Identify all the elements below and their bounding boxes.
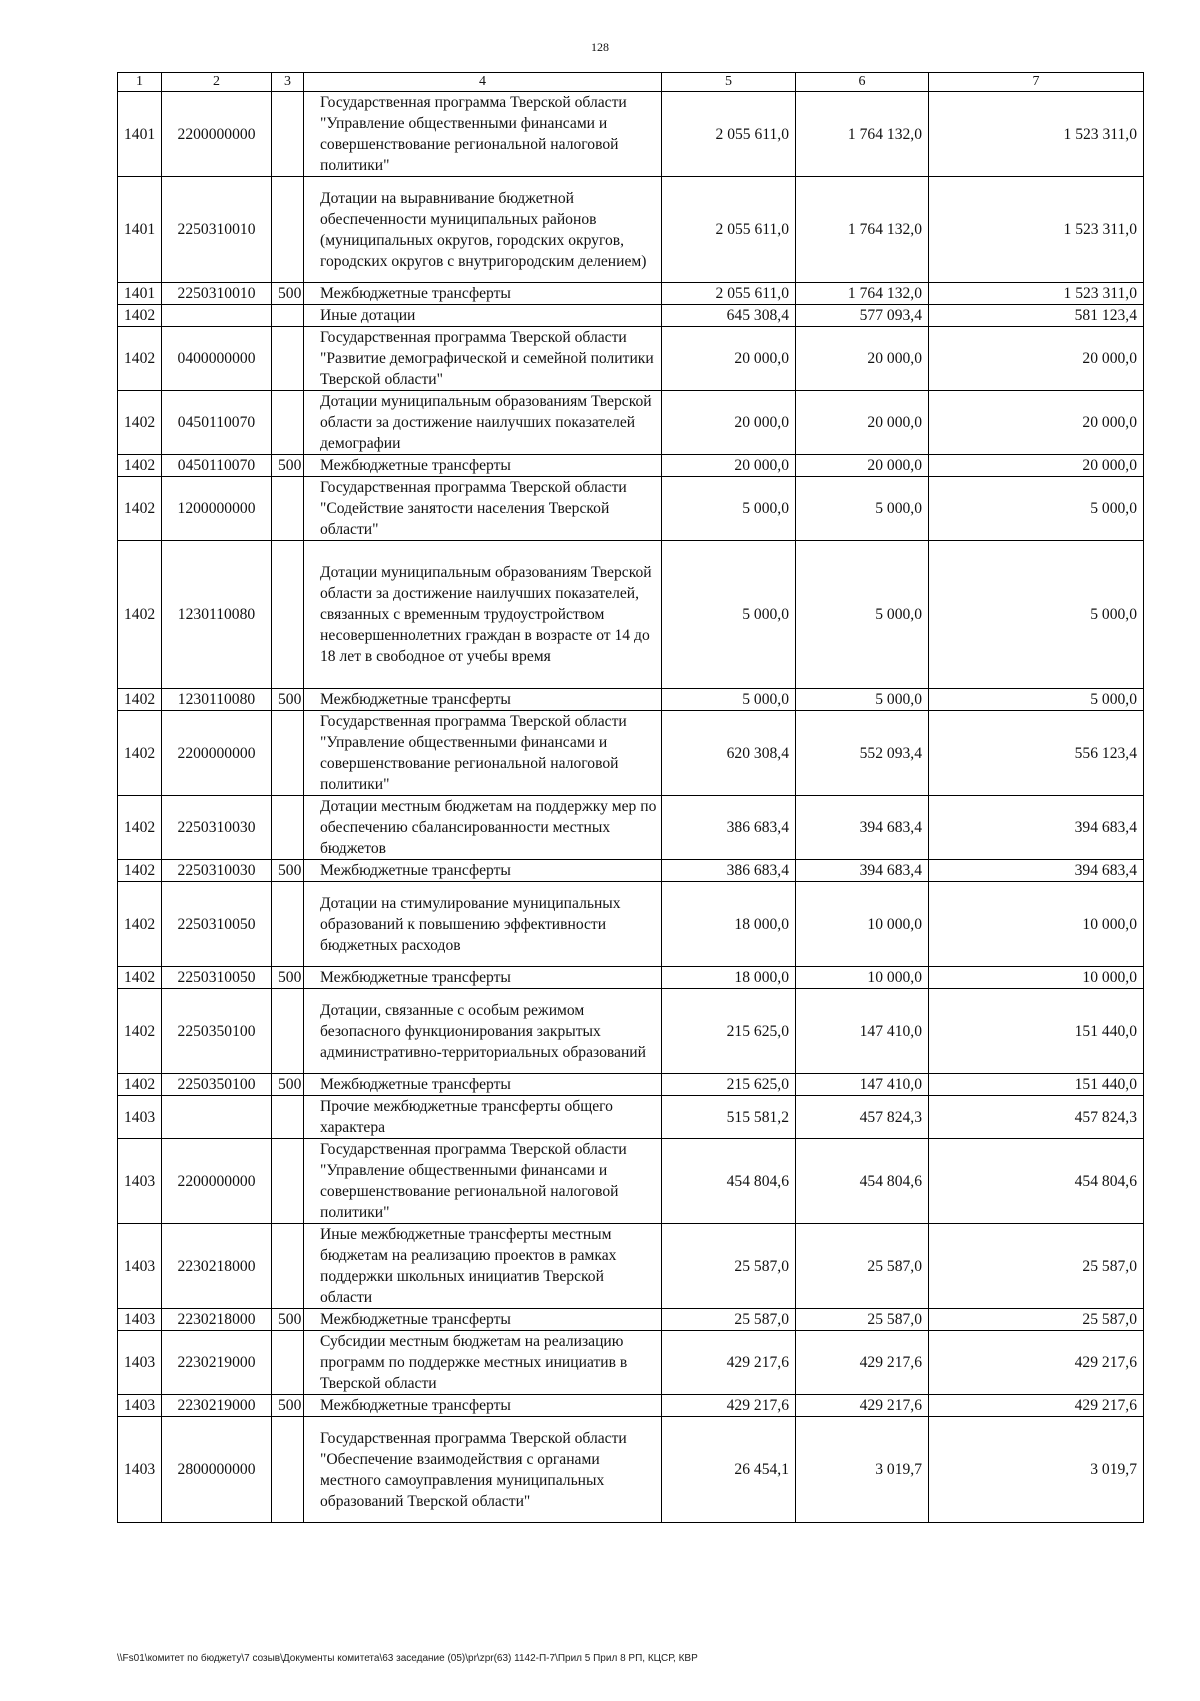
amount-year2-cell: 147 410,0: [796, 989, 929, 1074]
table-row: [118, 455, 1144, 477]
amount-year3-cell: 457 824,3: [929, 1096, 1144, 1139]
section-code-cell: 1402: [118, 989, 162, 1074]
item-name-cell: Межбюджетные трансферты: [304, 1074, 662, 1096]
item-name-cell: Межбюджетные трансферты: [304, 689, 662, 711]
amount-year2-cell: 1 764 132,0: [796, 177, 929, 283]
table-row: [118, 177, 1144, 283]
target-article-cell: 1200000000: [162, 477, 272, 541]
amount-year2-cell: 147 410,0: [796, 1074, 929, 1096]
amount-year1-cell: 2 055 611,0: [662, 283, 796, 305]
item-name-cell: Государственная программа Тверской области "Управление общественными финансами и совершенствование региональной налоговой политики": [304, 1139, 662, 1224]
amount-year2-cell: 454 804,6: [796, 1139, 929, 1224]
amount-year1-cell: 20 000,0: [662, 455, 796, 477]
amount-year2-cell: 429 217,6: [796, 1331, 929, 1395]
amount-year2-cell: 20 000,0: [796, 327, 929, 391]
item-name-cell: Дотации муниципальным образованиям Тверской области за достижение наилучших показателей демографии: [304, 391, 662, 455]
section-code-cell: 1402: [118, 860, 162, 882]
section-code-cell: 1402: [118, 541, 162, 689]
amount-year3-cell: 1 523 311,0: [929, 177, 1144, 283]
amount-year2-cell: 20 000,0: [796, 455, 929, 477]
column-header: 7: [929, 73, 1144, 92]
column-header: 6: [796, 73, 929, 92]
item-name-cell: Межбюджетные трансферты: [304, 455, 662, 477]
amount-year3-cell: 454 804,6: [929, 1139, 1144, 1224]
target-article-cell: 1230110080: [162, 689, 272, 711]
table-row: [118, 1139, 1144, 1224]
target-article-cell: 2250350100: [162, 989, 272, 1074]
amount-year1-cell: 2 055 611,0: [662, 92, 796, 177]
section-code-cell: 1401: [118, 283, 162, 305]
target-article-cell: 2250310030: [162, 796, 272, 860]
amount-year1-cell: 26 454,1: [662, 1417, 796, 1523]
target-article-cell: 2250310030: [162, 860, 272, 882]
expense-type-cell: [272, 305, 304, 327]
amount-year3-cell: 5 000,0: [929, 477, 1144, 541]
amount-year3-cell: 581 123,4: [929, 305, 1144, 327]
section-code-cell: 1403: [118, 1309, 162, 1331]
expense-type-cell: [272, 327, 304, 391]
section-code-cell: 1403: [118, 1331, 162, 1395]
footer-file-path: \\Fs01\комитет по бюджету\7 созыв\Документы комитета\63 заседание (05)\pr\zpr(63) 1142-П-7\Прил 5 Прил 8 РП, КЦСР, КВР: [117, 1653, 698, 1664]
section-code-cell: 1403: [118, 1139, 162, 1224]
amount-year1-cell: 20 000,0: [662, 327, 796, 391]
amount-year3-cell: 151 440,0: [929, 1074, 1144, 1096]
item-name-cell: Субсидии местным бюджетам на реализацию программ по поддержке местных инициатив в Тверской области: [304, 1331, 662, 1395]
target-article-cell: 0450110070: [162, 391, 272, 455]
item-name-cell: Дотации на стимулирование муниципальных образований к повышению эффективности бюджетных расходов: [304, 882, 662, 967]
section-code-cell: 1402: [118, 882, 162, 967]
section-code-cell: 1403: [118, 1096, 162, 1139]
target-article-cell: 2250350100: [162, 1074, 272, 1096]
target-article-cell: 0450110070: [162, 455, 272, 477]
amount-year2-cell: 394 683,4: [796, 796, 929, 860]
table-row: [118, 989, 1144, 1074]
amount-year3-cell: 5 000,0: [929, 689, 1144, 711]
table-row: [118, 860, 1144, 882]
expense-type-cell: [272, 177, 304, 283]
amount-year3-cell: 10 000,0: [929, 967, 1144, 989]
amount-year3-cell: 5 000,0: [929, 541, 1144, 689]
target-article-cell: 2250310010: [162, 177, 272, 283]
expense-type-cell: [272, 92, 304, 177]
section-code-cell: 1402: [118, 455, 162, 477]
column-number-row: [118, 73, 1144, 92]
expense-type-cell: 500: [272, 283, 304, 305]
table-row: [118, 327, 1144, 391]
amount-year1-cell: 18 000,0: [662, 967, 796, 989]
expense-type-cell: [272, 1331, 304, 1395]
table-row: [118, 283, 1144, 305]
section-code-cell: 1402: [118, 967, 162, 989]
expense-type-cell: [272, 796, 304, 860]
amount-year3-cell: 429 217,6: [929, 1331, 1144, 1395]
expense-type-cell: [272, 989, 304, 1074]
table-row: [118, 1309, 1144, 1331]
amount-year1-cell: 215 625,0: [662, 989, 796, 1074]
amount-year3-cell: 25 587,0: [929, 1224, 1144, 1309]
column-header: 1: [118, 73, 162, 92]
section-code-cell: 1402: [118, 327, 162, 391]
expense-type-cell: [272, 882, 304, 967]
amount-year2-cell: 1 764 132,0: [796, 92, 929, 177]
amount-year1-cell: 386 683,4: [662, 796, 796, 860]
item-name-cell: Государственная программа Тверской области "Управление общественными финансами и совершенствование региональной налоговой политики": [304, 92, 662, 177]
amount-year1-cell: 25 587,0: [662, 1309, 796, 1331]
amount-year1-cell: 5 000,0: [662, 541, 796, 689]
table-row: [118, 882, 1144, 967]
amount-year2-cell: 25 587,0: [796, 1224, 929, 1309]
amount-year3-cell: 25 587,0: [929, 1309, 1144, 1331]
amount-year3-cell: 1 523 311,0: [929, 283, 1144, 305]
section-code-cell: 1402: [118, 477, 162, 541]
target-article-cell: 2200000000: [162, 92, 272, 177]
target-article-cell: 2250310050: [162, 967, 272, 989]
table-row: [118, 796, 1144, 860]
amount-year2-cell: 5 000,0: [796, 689, 929, 711]
item-name-cell: Межбюджетные трансферты: [304, 283, 662, 305]
amount-year3-cell: 1 523 311,0: [929, 92, 1144, 177]
amount-year3-cell: 394 683,4: [929, 796, 1144, 860]
amount-year3-cell: 3 019,7: [929, 1417, 1144, 1523]
amount-year3-cell: 20 000,0: [929, 455, 1144, 477]
target-article-cell: 2200000000: [162, 711, 272, 796]
expense-type-cell: [272, 1417, 304, 1523]
expense-type-cell: [272, 1096, 304, 1139]
item-name-cell: Межбюджетные трансферты: [304, 967, 662, 989]
amount-year2-cell: 25 587,0: [796, 1309, 929, 1331]
expense-type-cell: 500: [272, 689, 304, 711]
item-name-cell: Государственная программа Тверской области "Содействие занятости населения Тверской области": [304, 477, 662, 541]
budget-table: [117, 72, 1144, 1523]
amount-year3-cell: 20 000,0: [929, 391, 1144, 455]
column-header: 4: [304, 73, 662, 92]
amount-year2-cell: 457 824,3: [796, 1096, 929, 1139]
amount-year1-cell: 620 308,4: [662, 711, 796, 796]
target-article-cell: 2230218000: [162, 1309, 272, 1331]
section-code-cell: 1401: [118, 92, 162, 177]
expense-type-cell: [272, 391, 304, 455]
amount-year2-cell: 10 000,0: [796, 882, 929, 967]
table-row: [118, 391, 1144, 455]
expense-type-cell: 500: [272, 1395, 304, 1417]
page-number: 128: [591, 40, 609, 54]
amount-year2-cell: 3 019,7: [796, 1417, 929, 1523]
amount-year1-cell: 645 308,4: [662, 305, 796, 327]
section-code-cell: 1403: [118, 1417, 162, 1523]
section-code-cell: 1403: [118, 1395, 162, 1417]
item-name-cell: Дотации на выравнивание бюджетной обеспеченности муниципальных районов (муниципальных округов, городских округов, городских округов с внутригородским делением): [304, 177, 662, 283]
target-article-cell: 2250310010: [162, 283, 272, 305]
item-name-cell: Межбюджетные трансферты: [304, 860, 662, 882]
column-header: 3: [272, 73, 304, 92]
column-header: 5: [662, 73, 796, 92]
item-name-cell: Дотации, связанные с особым режимом безопасного функционирования закрытых административно-территориальных образований: [304, 989, 662, 1074]
target-article-cell: [162, 305, 272, 327]
item-name-cell: Межбюджетные трансферты: [304, 1309, 662, 1331]
amount-year1-cell: 18 000,0: [662, 882, 796, 967]
expense-type-cell: 500: [272, 860, 304, 882]
expense-type-cell: [272, 711, 304, 796]
target-article-cell: 2800000000: [162, 1417, 272, 1523]
amount-year2-cell: 1 764 132,0: [796, 283, 929, 305]
target-article-cell: 2200000000: [162, 1139, 272, 1224]
table-row: [118, 92, 1144, 177]
amount-year1-cell: 515 581,2: [662, 1096, 796, 1139]
column-header: 2: [162, 73, 272, 92]
item-name-cell: Дотации муниципальным образованиям Тверской области за достижение наилучших показателей, связанных с временным трудоустройством несовершеннолетних граждан в возрасте от 14 до 18 лет в свободное от учебы время: [304, 541, 662, 689]
target-article-cell: 2230219000: [162, 1331, 272, 1395]
table-body: [118, 92, 1144, 1523]
amount-year2-cell: 5 000,0: [796, 541, 929, 689]
amount-year2-cell: 5 000,0: [796, 477, 929, 541]
amount-year2-cell: 10 000,0: [796, 967, 929, 989]
section-code-cell: 1402: [118, 305, 162, 327]
target-article-cell: 2230219000: [162, 1395, 272, 1417]
target-article-cell: 0400000000: [162, 327, 272, 391]
amount-year2-cell: 20 000,0: [796, 391, 929, 455]
section-code-cell: 1403: [118, 1224, 162, 1309]
amount-year1-cell: 5 000,0: [662, 477, 796, 541]
section-code-cell: 1402: [118, 1074, 162, 1096]
expense-type-cell: [272, 477, 304, 541]
amount-year3-cell: 429 217,6: [929, 1395, 1144, 1417]
amount-year1-cell: 5 000,0: [662, 689, 796, 711]
table-row: [118, 305, 1144, 327]
item-name-cell: Иные дотации: [304, 305, 662, 327]
expense-type-cell: [272, 1139, 304, 1224]
item-name-cell: Дотации местным бюджетам на поддержку мер по обеспечению сбалансированности местных бюджетов: [304, 796, 662, 860]
amount-year2-cell: 577 093,4: [796, 305, 929, 327]
section-code-cell: 1402: [118, 711, 162, 796]
section-code-cell: 1401: [118, 177, 162, 283]
section-code-cell: 1402: [118, 689, 162, 711]
amount-year1-cell: 20 000,0: [662, 391, 796, 455]
target-article-cell: [162, 1096, 272, 1139]
table-row: [118, 1417, 1144, 1523]
amount-year2-cell: 552 093,4: [796, 711, 929, 796]
item-name-cell: Государственная программа Тверской области "Обеспечение взаимодействия с органами местного самоуправления муниципальных образований Тверской области": [304, 1417, 662, 1523]
expense-type-cell: [272, 541, 304, 689]
table-row: [118, 689, 1144, 711]
table-row: [118, 541, 1144, 689]
target-article-cell: 2250310050: [162, 882, 272, 967]
amount-year1-cell: 454 804,6: [662, 1139, 796, 1224]
amount-year1-cell: 215 625,0: [662, 1074, 796, 1096]
table-row: [118, 1074, 1144, 1096]
expense-type-cell: 500: [272, 1309, 304, 1331]
amount-year3-cell: 556 123,4: [929, 711, 1144, 796]
table-row: [118, 1331, 1144, 1395]
expense-type-cell: 500: [272, 455, 304, 477]
amount-year3-cell: 151 440,0: [929, 989, 1144, 1074]
amount-year2-cell: 394 683,4: [796, 860, 929, 882]
amount-year3-cell: 394 683,4: [929, 860, 1144, 882]
table-row: [118, 711, 1144, 796]
item-name-cell: Прочие межбюджетные трансферты общего характера: [304, 1096, 662, 1139]
target-article-cell: 2230218000: [162, 1224, 272, 1309]
amount-year1-cell: 429 217,6: [662, 1331, 796, 1395]
amount-year3-cell: 20 000,0: [929, 327, 1144, 391]
table-row: [118, 1224, 1144, 1309]
table-row: [118, 967, 1144, 989]
item-name-cell: Иные межбюджетные трансферты местным бюджетам на реализацию проектов в рамках поддержки школьных инициатив Тверской области: [304, 1224, 662, 1309]
expense-type-cell: 500: [272, 1074, 304, 1096]
table-row: [118, 1395, 1144, 1417]
amount-year2-cell: 429 217,6: [796, 1395, 929, 1417]
table-row: [118, 1096, 1144, 1139]
expense-type-cell: [272, 1224, 304, 1309]
section-code-cell: 1402: [118, 391, 162, 455]
amount-year1-cell: 386 683,4: [662, 860, 796, 882]
expense-type-cell: 500: [272, 967, 304, 989]
target-article-cell: 1230110080: [162, 541, 272, 689]
table-row: [118, 477, 1144, 541]
section-code-cell: 1402: [118, 796, 162, 860]
item-name-cell: Государственная программа Тверской области "Развитие демографической и семейной политики Тверской области": [304, 327, 662, 391]
item-name-cell: Межбюджетные трансферты: [304, 1395, 662, 1417]
amount-year1-cell: 2 055 611,0: [662, 177, 796, 283]
item-name-cell: Государственная программа Тверской области "Управление общественными финансами и совершенствование региональной налоговой политики": [304, 711, 662, 796]
amount-year3-cell: 10 000,0: [929, 882, 1144, 967]
amount-year1-cell: 25 587,0: [662, 1224, 796, 1309]
amount-year1-cell: 429 217,6: [662, 1395, 796, 1417]
